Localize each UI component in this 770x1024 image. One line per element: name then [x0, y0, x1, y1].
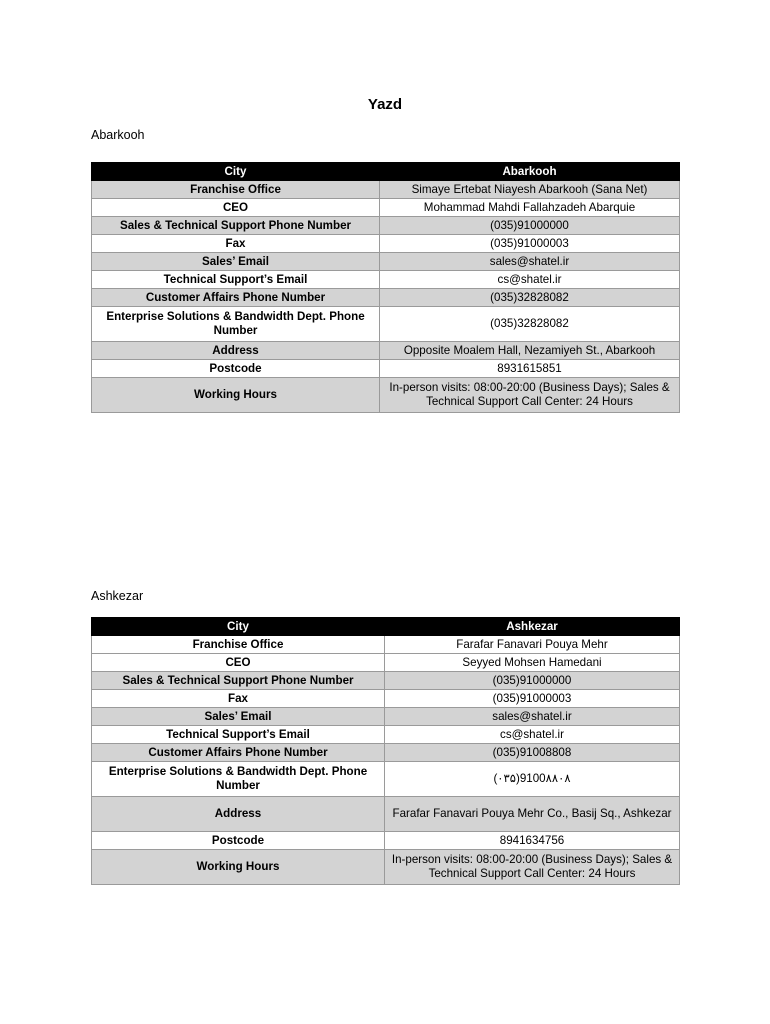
- row-key: Fax: [92, 690, 385, 708]
- table-header-key: City: [92, 618, 385, 636]
- row-key: Franchise Office: [92, 181, 380, 199]
- table-row: [92, 762, 680, 797]
- row-key: Customer Affairs Phone Number: [92, 289, 380, 307]
- table-header-key: City: [92, 163, 380, 181]
- table-row: [92, 654, 680, 672]
- row-value: Opposite Moalem Hall, Nezamiyeh St., Abarkooh: [380, 342, 680, 360]
- row-value: sales@shatel.ir: [385, 708, 680, 726]
- table-row: [92, 672, 680, 690]
- row-value: (035)91000003: [380, 235, 680, 253]
- row-value: Seyyed Mohsen Hamedani: [385, 654, 680, 672]
- table-row: [92, 342, 680, 360]
- table-header-row: [92, 618, 680, 636]
- row-key: Fax: [92, 235, 380, 253]
- table-row: [92, 832, 680, 850]
- table-header-row: [92, 163, 680, 181]
- row-key: Address: [92, 342, 380, 360]
- table-row: [92, 378, 680, 413]
- section-label-abarkooh: Abarkooh: [91, 128, 145, 142]
- table-row: [92, 744, 680, 762]
- row-value: cs@shatel.ir: [385, 726, 680, 744]
- table-row: [92, 289, 680, 307]
- table-row: [92, 217, 680, 235]
- row-value: (035)32828082: [380, 307, 680, 342]
- row-key: Technical Support’s Email: [92, 726, 385, 744]
- row-key: Sales & Technical Support Phone Number: [92, 672, 385, 690]
- row-value: In-person visits: 08:00-20:00 (Business Days); Sales & Technical Support Call Center: 24 Hours: [380, 378, 680, 413]
- row-value: (035)91000003: [385, 690, 680, 708]
- row-key: Sales & Technical Support Phone Number: [92, 217, 380, 235]
- franchise-table-abarkooh: [91, 162, 680, 413]
- row-value: Mohammad Mahdi Fallahzadeh Abarquie: [380, 199, 680, 217]
- table-row: [92, 690, 680, 708]
- row-key: Working Hours: [92, 850, 385, 885]
- row-key: CEO: [92, 654, 385, 672]
- row-key: Enterprise Solutions & Bandwidth Dept. Phone Number: [92, 762, 385, 797]
- row-value: Farafar Fanavari Pouya Mehr Co., Basij Sq., Ashkezar: [385, 797, 680, 832]
- table-row: [92, 636, 680, 654]
- table-header-value: Ashkezar: [385, 618, 680, 636]
- table-row: [92, 253, 680, 271]
- section-label-ashkezar: Ashkezar: [91, 589, 144, 603]
- row-key: Enterprise Solutions & Bandwidth Dept. Phone Number: [92, 307, 380, 342]
- row-key: Franchise Office: [92, 636, 385, 654]
- row-key: Sales’ Email: [92, 253, 380, 271]
- row-key: Working Hours: [92, 378, 380, 413]
- row-key: Customer Affairs Phone Number: [92, 744, 385, 762]
- row-value: cs@shatel.ir: [380, 271, 680, 289]
- row-value: (035)32828082: [380, 289, 680, 307]
- row-key: Address: [92, 797, 385, 832]
- row-key: Technical Support’s Email: [92, 271, 380, 289]
- table-row: [92, 797, 680, 832]
- row-value: (035)91000000: [380, 217, 680, 235]
- table-row: [92, 181, 680, 199]
- table-row: [92, 708, 680, 726]
- row-key: Postcode: [92, 360, 380, 378]
- row-value: 8941634756: [385, 832, 680, 850]
- row-value: (035)91000000: [385, 672, 680, 690]
- page-title: Yazd: [367, 96, 403, 113]
- row-value: (035)91008808: [385, 744, 680, 762]
- table-row: [92, 199, 680, 217]
- table-row: [92, 360, 680, 378]
- row-value: (۰۳۵)9100۸۸۰۸: [385, 762, 680, 797]
- franchise-table-ashkezar: [91, 617, 680, 885]
- row-key: CEO: [92, 199, 380, 217]
- row-key: Postcode: [92, 832, 385, 850]
- row-key: Sales’ Email: [92, 708, 385, 726]
- row-value: Simaye Ertebat Niayesh Abarkooh (Sana Net): [380, 181, 680, 199]
- row-value: In-person visits: 08:00-20:00 (Business Days); Sales & Technical Support Call Center: 24 Hours: [385, 850, 680, 885]
- table-row: [92, 271, 680, 289]
- row-value: 8931615851: [380, 360, 680, 378]
- row-value: Farafar Fanavari Pouya Mehr: [385, 636, 680, 654]
- row-value: sales@shatel.ir: [380, 253, 680, 271]
- table-header-value: Abarkooh: [380, 163, 680, 181]
- table-row: [92, 726, 680, 744]
- table-row: [92, 850, 680, 885]
- table-row: [92, 235, 680, 253]
- table-row: [92, 307, 680, 342]
